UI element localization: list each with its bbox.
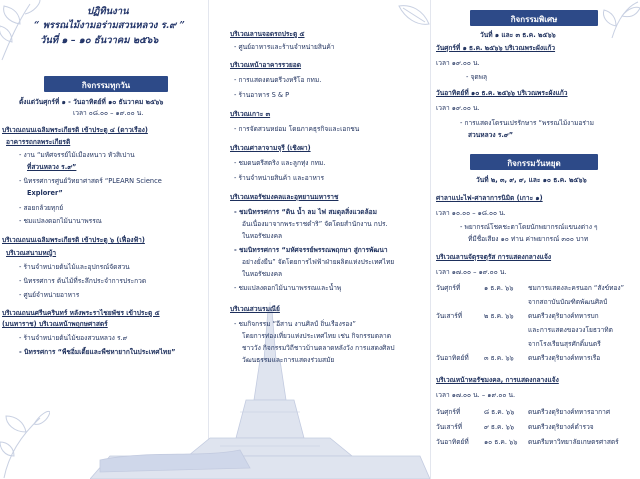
- list-item: โดยการท่องเที่ยวแห่งประเทศไทย เช่น กิจกรรมตลาด: [242, 332, 392, 340]
- holiday-activities-title: กิจกรรมวันหยุด: [507, 159, 561, 168]
- time-text: เวลา ๑๙.๐๐ น.: [436, 59, 480, 67]
- schedule-text: และการแสดงของวงโยธวาทิต: [528, 326, 613, 334]
- area-heading: บริเวณหน้าอาคารรวยอด: [230, 61, 302, 69]
- area-heading: วันอาทิตย์ที่ ๑๐ ธ.ค. ๒๕๖๖ บริเวณพระผังแก้ว: [436, 89, 568, 97]
- fold-line-right: [430, 0, 431, 479]
- list-item: - ศูนย์อาหารและร้านจำหน่ายสินค้า: [234, 43, 335, 51]
- list-item: - ชมแปลงดอกไม้นานาพรรณและน้ำพุ: [234, 284, 342, 292]
- area-heading: บริเวณลานจัตุรจตุรัส การแสดงกลางแจ้ง: [436, 253, 552, 261]
- list-item: - พยากรณ์โชคชะตาโดยนักพยากรณ์แขนงต่าง ๆ: [460, 223, 598, 231]
- special-activities-banner: [470, 10, 598, 26]
- list-item: - นิทรรศการศูนย์วิทยาศาสตร์ “PLEARN Science: [19, 177, 162, 185]
- area-heading: ศาลาแปะไฟ-ศาลาการนิมิต (เกาะ ๑): [436, 194, 543, 202]
- area-heading: วันศุกร์ที่ ๑ ธ.ค. ๒๕๖๖ บริเวณพระผังแก้ว: [436, 44, 556, 52]
- list-item: - ชมดนตรีสตริง และลูกทุ่ง กทม.: [234, 159, 326, 167]
- list-item: - จุดพลุ: [466, 73, 488, 81]
- area-heading: บริเวณลานจอดรถประตู ๕: [230, 30, 305, 38]
- list-item: อันเนื่องมาจากพระราชดำริ” จัดโดยสำนักงาน กปร.: [242, 220, 388, 228]
- list-item: สวนหลวง ร.๙”: [468, 131, 514, 139]
- schedule-date: ๑ ธ.ค. ๖๖: [484, 284, 514, 292]
- schedule-day: วันเสาร์ที่: [436, 312, 463, 320]
- schedule-day: วันศุกร์ที่: [436, 408, 461, 416]
- list-item: - การแสดงดนตรีวงหรีโอ กทม.: [234, 76, 322, 84]
- schedule-text: จากโรงเรียนสุรศักดิ์มนตรี: [528, 340, 601, 348]
- schedule-day: วันอาทิตย์ที่: [436, 354, 469, 362]
- holiday-activities-banner: [470, 154, 598, 170]
- list-item: - ชมกิจกรรม “อีสาน งานศิลป์ ถิ่นเรืองรอง”: [234, 320, 356, 328]
- schedule-text: ดนตรีวงดุริยางค์ทหารบก: [528, 312, 599, 320]
- right-panel: [432, 0, 640, 479]
- list-item: - การแสดงโดรนเปรรักษาร “พรรณไม้งามอร่าม: [460, 119, 595, 127]
- schedule-day: วันเสาร์ที่: [436, 423, 463, 431]
- list-item: ที่สวนหลวง ร.๙”: [27, 163, 77, 171]
- schedule-date: ๒ ธ.ค. ๖๖: [484, 312, 514, 320]
- schedule-date: ๑๐ ธ.ค. ๖๖: [484, 438, 518, 446]
- schedule-date: ๘ ธ.ค. ๖๖: [484, 408, 515, 416]
- list-item: ชาววัง กิจกรรมวิถีชาวบ้านตลาดหลังวัง การแสดงศิลป: [242, 344, 395, 352]
- event-title: “ พรรณไม้งามอร่ามสวนหลวง ร.๙ ”: [34, 20, 185, 31]
- schedule-date: ๙ ธ.ค. ๖๖: [484, 423, 515, 431]
- list-item: - งาน “มหัศจรรย์ไม้เมืองหนาว หัวสิเปาน: [19, 151, 135, 159]
- list-item: - ร้านอาหาร S & P: [234, 91, 290, 99]
- special-activities-title: กิจกรรมพิเศษ: [510, 15, 558, 24]
- holiday-dates: วันที่ ๒, ๓, ๙, ๙, และ ๑๐ ธ.ค. ๒๕๖๖: [476, 176, 587, 184]
- time-text: เวลา ๑๐.๐๐ – ๑๘.๐๐ น.: [436, 209, 506, 217]
- list-item: ที่มีชื่อเสียง ๑๐ ท่าน ค่าพยากรณ์ ๓๐๐ บาท: [468, 235, 589, 243]
- area-heading: บริเวณเกาะ ๓: [230, 110, 271, 118]
- area-heading: บริเวณถนนเฉลิมพระเกียรติ เข้าประตู ๖ (เฟื่องฟ้า): [2, 236, 145, 244]
- list-item: - ร้านจำหน่ายต้นไม้ของสวนหลวง ร.๙: [19, 334, 128, 342]
- schedule-text: ดนตรีมหาวิทยาลัยเกษตรศาสตร์: [528, 438, 619, 446]
- time-text: เวลา ๑๗.๐๐ – ๑๙.๐๐ น.: [436, 268, 507, 276]
- schedule-day: วันอาทิตย์ที่: [436, 438, 469, 446]
- list-item: - ชมนิทรรศการ “ดิน น้ำ ลม ไฟ สมดุลสิ่งแวดล้อม: [234, 208, 377, 216]
- list-item: - ร้านจำหน่ายต้นไม้และอุปกรณ์จัดสวน: [19, 263, 130, 271]
- area-heading: บริเวณสวนรมณีย์: [230, 305, 280, 313]
- area-heading: บริเวณศาลาจามจุรี (เชิงผา): [230, 144, 311, 152]
- list-item: - การจัดสวนหย่อม โดยภาคธุรกิจและเอกชน: [234, 125, 360, 133]
- list-item: ในหอรัชมงคล: [242, 270, 283, 278]
- middle-panel: [210, 0, 428, 479]
- area-heading: บริเวณถนนเฉลิมพระเกียรติ เข้าประตู ๔ (ดาวเรือง): [2, 126, 148, 134]
- schedule-text: ดนตรีวงดุริยางค์ทหารเรือ: [528, 354, 601, 362]
- list-item: - ชมนิทรรศการ “มหัศจรรย์พรรณพฤกษา สู่การพัฒนา: [234, 246, 388, 254]
- schedule-text: ชมการแสดงละครนอก “สังข์ทอง”: [528, 284, 625, 292]
- list-item: ในหอรัชมงคล: [242, 232, 283, 240]
- daily-activities-title: กิจกรรมทุกวัน: [81, 81, 131, 90]
- list-item: Explorer”: [27, 189, 63, 197]
- area-heading: (มนทาราช) บริเวณหน้าพฤกษศาสตร์: [2, 320, 108, 328]
- area-subheading: บริเวณสนามหญ้า: [6, 249, 57, 257]
- time-text: เวลา ๑๗.๐๐ น. – ๑๙.๐๐ น.: [436, 391, 516, 399]
- schedule-date: ๓ ธ.ค. ๖๖: [484, 354, 514, 362]
- list-item: วัฒนธรรมและการแสดงร่วมสมัย: [242, 356, 335, 364]
- area-subheading: อาคารรถกลพระเกียรติ: [6, 138, 71, 146]
- list-item: - ร้านจำหน่ายสินค้า และอาหาร: [234, 174, 325, 182]
- area-heading: บริเวณถนนศรีนครินทร์ หลังพระราไชยพัชร เข้าประตู ๕: [2, 309, 160, 317]
- event-dates: วันที่ ๑ – ๑๐ ธันวาคม ๒๕๖๖: [40, 35, 159, 46]
- list-item: อย่างยั่งยืน” จัดโดยการไฟฟ้าฝ่ายผลิตแห่งประเทศไทย: [242, 258, 395, 266]
- special-dates: วันที่ ๑ และ ๓ ธ.ค. ๒๕๖๖: [480, 31, 556, 39]
- list-item: - ศูนย์จำหน่ายอาหาร: [19, 291, 80, 299]
- list-item: - ชมแปลงดอกไม้นานาพรรณ: [19, 217, 102, 225]
- schedule-text: จากสถาบันบัณฑิตพัฒนศิลป์: [528, 298, 608, 306]
- event-name: ปฏิทินงาน: [87, 6, 129, 17]
- area-heading: บริเวณหอรัชมงคลและอุทยานมหาราช: [230, 193, 339, 201]
- schedule-text: ดนตรีวงดุริยางค์ตำรวจ: [528, 423, 594, 431]
- daily-time: เวลา ๐๘.๐๐ – ๑๙.๐๐ น.: [73, 109, 144, 117]
- daily-period: ตั้งแต่วันศุกร์ที่ ๑ - วันอาทิตย์ที่ ๑๐ ธันวาคม ๒๕๖๖: [19, 98, 164, 106]
- schedule-day: วันศุกร์ที่: [436, 284, 461, 292]
- daily-activities-banner: [44, 76, 168, 92]
- area-heading: บริเวณหน้าหอรัชมงคล, การแสดงกลางแจ้ง: [436, 376, 559, 384]
- schedule-text: ดนตรีวงดุริยางค์ทหารอากาศ: [528, 408, 611, 416]
- list-item: - นิทรรศการ “พืชอิ่มเตี้ยและพืชหายากในประเทศไทย”: [19, 348, 176, 356]
- time-text: เวลา ๑๙.๐๐ น.: [436, 104, 480, 112]
- list-item: - สอยกล้วยทุกย์: [19, 204, 64, 212]
- list-item: - นิทรรศการ ต้นไม้ที่ระลึกประจำการประกวด: [19, 277, 147, 285]
